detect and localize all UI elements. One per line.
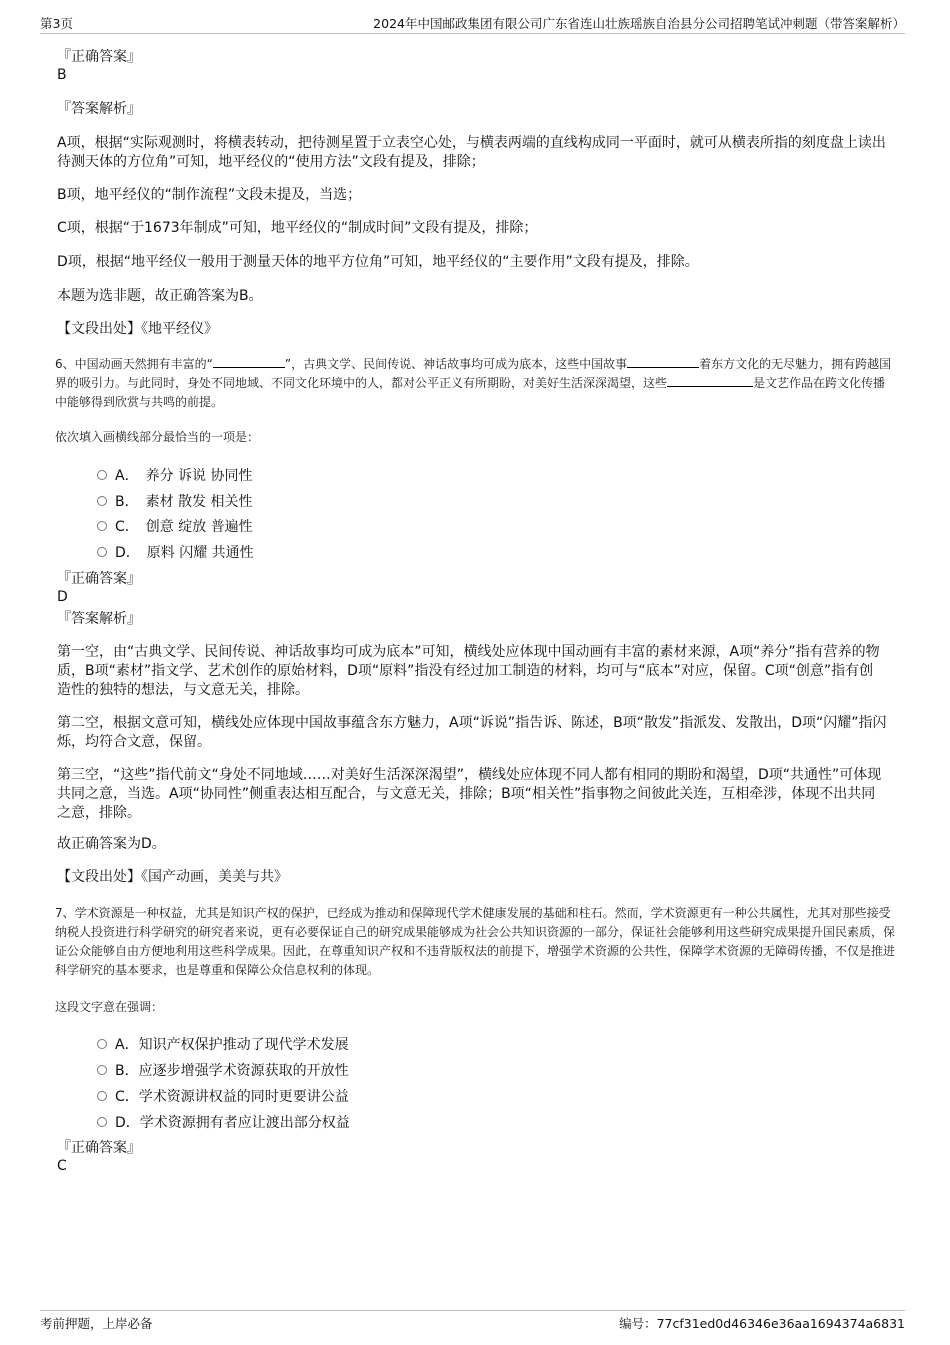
question-prompt: 这段文字意在强调： <box>55 1000 164 1014</box>
analysis-paragraph: B项，地平经仪的“制作流程”文段未提及，当选； <box>57 187 362 203</box>
option-b[interactable]: B．应逐步增强学术资源获取的开放性 <box>97 1060 349 1080</box>
document-code: 编号：77cf31ed0d46346e36aa1694374a6831 <box>619 1316 905 1331</box>
source-citation: 【文段出处】《国产动画，美美与共》 <box>57 869 288 885</box>
analysis-paragraph: A项，根据“实际观测时，将横表转动，把待测星置于立表空心处，与横表两端的直线构成同一平面时，就可从横表所指的刻度盘上读出待测天体的方位角”可知，地平经仪的“使用方法”文段有提及，排除； <box>57 135 886 170</box>
answer-label: 『正确答案』 <box>57 571 141 587</box>
radio-icon[interactable] <box>97 470 107 480</box>
question-7-stem: 7、学术资源是一种权益，尤其是知识产权的保护，已经成为推动和保障现代学术健康发展的基础和柱石。然而，学术资源更有一种公共属性，尤其对那些接受纳税人投资进行科学研究的研究者来说，更有必要保证自己的研究成果能够成为社会公共知识资源的一部分，保证社会能够利用这些研究成果提升国民素质，保证公众能够自由方便地利用这些科学成果。因此，在尊重知识产权和不违背版权法的前提下，增强学术资源的公共性，保障学术资源的无障碍传播，不仅是推进科学研究的基本要求，也是尊重和保障公众信息权利的体现。 <box>55 906 896 977</box>
question-prompt: 依次填入画横线部分最恰当的一项是： <box>55 430 260 444</box>
option-b[interactable]: B． 素材 散发 相关性 <box>97 491 253 511</box>
radio-icon[interactable] <box>97 547 107 557</box>
option-c[interactable]: C．学术资源讲权益的同时更要讲公益 <box>97 1086 349 1106</box>
option-d[interactable]: D． 原料 闪耀 共通性 <box>97 542 254 562</box>
analysis-paragraph: C项，根据“于1673年制成”可知，地平经仪的“制成时间”文段有提及，排除； <box>57 220 538 236</box>
radio-icon[interactable] <box>97 1065 107 1075</box>
radio-icon[interactable] <box>97 1117 107 1127</box>
option-c[interactable]: C． 创意 绽放 普遍性 <box>97 516 253 536</box>
option-d[interactable]: D．学术资源拥有者应让渡出部分权益 <box>97 1112 350 1132</box>
footer-divider <box>40 1310 905 1311</box>
radio-icon[interactable] <box>97 1091 107 1101</box>
analysis-paragraph: 第二空，根据文意可知，横线处应体现中国故事蕴含东方魅力，A项“诉说”指告诉、陈述，B项“散发”指派发、发散出，D项“闪耀”指闪烁，均符合文意，保留。 <box>57 715 887 750</box>
answer-value: B <box>57 67 67 83</box>
answer-value: D <box>57 589 68 605</box>
analysis-paragraph: D项，根据“地平经仪一般用于测量天体的地平方位角”可知，地平经仪的“主要作用”文段有提及，排除。 <box>57 254 699 270</box>
header-divider <box>40 33 905 34</box>
analysis-label: 『答案解析』 <box>57 101 141 117</box>
answer-label: 『正确答案』 <box>57 1140 141 1156</box>
document-title: 2024年中国邮政集团有限公司广东省连山壮族瑶族自治县分公司招聘笔试冲刺题（带答案解析） <box>373 16 905 31</box>
analysis-paragraph: 第一空，由“古典文学、民间传说、神话故事均可成为底本”可知，横线处应体现中国动画有丰富的素材来源，A项“养分”指有营养的物质，B项“素材”指文学、艺术创作的原始材料，D项“原料”指没有经过加工制造的材料，均可与“底本”对应，保留。C项“创意”指有创造性的独特的想法，与文意无关，排除。 <box>57 644 880 698</box>
radio-icon[interactable] <box>97 496 107 506</box>
footer-slogan: 考前押题，上岸必备 <box>40 1316 153 1331</box>
analysis-paragraph: 故正确答案为D。 <box>57 836 166 852</box>
analysis-label: 『答案解析』 <box>57 611 141 627</box>
option-a[interactable]: A．知识产权保护推动了现代学术发展 <box>97 1034 349 1054</box>
option-a[interactable]: A． 养分 诉说 协同性 <box>97 465 252 485</box>
analysis-paragraph: 本题为选非题，故正确答案为B。 <box>57 288 263 304</box>
page-number: 第3页 <box>40 16 73 31</box>
radio-icon[interactable] <box>97 1039 107 1049</box>
answer-label: 『正确答案』 <box>57 49 141 65</box>
analysis-paragraph: 第三空，“这些”指代前文“身处不同地域……对美好生活深深渴望”，横线处应体现不同人都有相同的期盼和渴望，D项“共通性”可体现共同之意，当选。A项“协同性”侧重表达相互配合，与文意无关，排除；B项“相关性”指事物之间彼此关连，互相牵涉，体现不出共同之意，排除。 <box>57 767 882 821</box>
radio-icon[interactable] <box>97 521 107 531</box>
source-citation: 【文段出处】《地平经仪》 <box>57 321 218 337</box>
answer-value: C <box>57 1158 67 1174</box>
question-6-stem: 6、中国动画天然拥有丰富的“ ”，古典文学、民间传说、神话故事均可成为底本，这些中国故事 着东方文化的无尽魅力，拥有跨越国界的吸引力。与此同时，身处不同地域、不同文化环境中的人，都对公平正义有所期盼，对美好生活深深渴望，这些 是文艺作品在跨文化传播中能够得到欣赏与共鸣的前提。 <box>55 357 892 409</box>
